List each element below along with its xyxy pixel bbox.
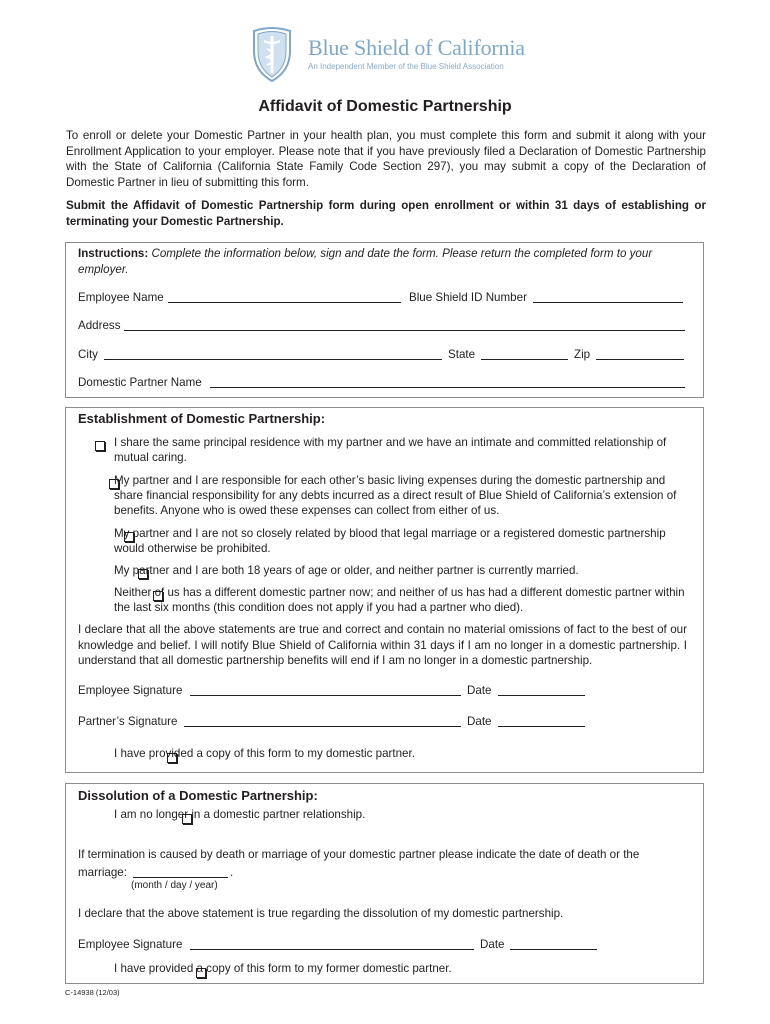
employee-date-label: Date [467,684,492,697]
state-label: State [448,348,476,361]
statement-5: Neither of us has a different domestic partner now; and neither of us has had a different domestic partner within the last six months (this condition does not apply if you had a partner who died). [114,586,685,614]
statement-4: My partner and I are both 18 years of age or older, and neither partner is currently married. [114,564,579,577]
statement-2: My partner and I are responsible for each other’s basic living expenses during the domestic partnership and share financial responsibility for any debts incurred as a direct result of Blue Shield of California’s extension of benefits. Anyone who is owed these expenses can collect from either of us. [114,474,677,517]
statement-1-checkbox[interactable] [95,441,105,451]
partner-name-field[interactable] [210,387,685,388]
statement-1: I share the same principal residence with my partner and we have an intimate and committed relationship of mutual caring. [114,436,667,464]
blue-shield-id-label: Blue Shield ID Number [409,291,527,304]
submit-note: Submit the Affidavit of Domestic Partnership form during open enrollment or within 31 days of establishing or terminating your Domestic Partnership. [66,199,706,228]
employee-date-field[interactable] [498,695,585,696]
partner-date-field[interactable] [498,726,585,727]
shield-caduceus-icon [250,27,294,83]
copy-provided-label: I have provided a copy of this form to my domestic partner. [114,747,415,760]
instructions-body: Complete the information below, sign and date the form. Please return the completed form to your employer. [78,247,653,276]
establishment-declaration: I declare that all the above statements are true and correct and contain no material omissions of fact to the best of our knowledge and belief. I will notify Blue Shield of California within 31 days if I am no longer in a domestic partnership. I understand that all domestic partnership benefits will end if I am no longer in a domestic partnership. [78,623,687,668]
brand-name: Blue Shield of California [308,35,525,60]
termination-period: . [230,866,234,879]
city-field[interactable] [104,359,442,360]
city-label: City [78,348,98,361]
dissolution-employee-signature-field[interactable] [190,949,474,950]
employee-name-label: Employee Name [78,291,164,304]
dissolution-date-field[interactable] [510,949,597,950]
dissolution-date-label: Date [480,938,505,951]
form-code: C-14938 (12/03) [65,988,120,997]
instructions-text [78,246,688,277]
zip-field[interactable] [596,359,684,360]
partner-date-label: Date [467,715,492,728]
brand-tagline: An Independent Member of the Blue Shield Association [308,62,504,71]
termination-text: If termination is caused by death or marriage of your domestic partner please indicate the date of death or the [78,848,640,861]
address-field[interactable] [124,330,685,331]
termination-date-field[interactable] [133,877,228,878]
zip-label: Zip [574,348,591,361]
address-label: Address [78,319,121,332]
dissolution-declaration: I declare that the above statement is true regarding the dissolution of my domestic partnership. [78,907,564,920]
dissolution-heading: Dissolution of a Domestic Partnership: [78,788,318,803]
form-title: Affidavit of Domestic Partnership [258,98,512,115]
establishment-heading: Establishment of Domestic Partnership: [78,411,326,426]
instructions-label: Instructions: [78,247,149,260]
statement-3: My partner and I are not so closely related by blood that legal marriage or a registered domestic partnership would otherwise be prohibited. [114,527,666,555]
employee-signature-field[interactable] [190,695,461,696]
former-copy-label: I have provided a copy of this form to my former domestic partner. [114,962,452,975]
dissolution-employee-signature-label: Employee Signature [78,938,183,951]
partner-signature-label: Partner’s Signature [78,715,178,728]
employee-name-field[interactable] [168,302,401,303]
intro-paragraph: To enroll or delete your Domestic Partner in your health plan, you must complete this form and submit it along with your Enrollment Application to your employer. Please note that if you have previously filed a Declaration of Domestic Partnership with the State of California (California State Family Code Section 297), you may submit a copy of the Declaration of Domestic Partner in lieu of submitting this form. [66,129,706,189]
no-longer-label: I am no longer in a domestic partner relationship. [114,808,366,821]
date-format-hint: (month / day / year) [131,880,218,891]
employee-signature-label: Employee Signature [78,684,183,697]
marriage-label: marriage: [78,866,127,879]
partner-signature-field[interactable] [184,726,461,727]
partner-name-label: Domestic Partner Name [78,376,202,389]
blue-shield-id-field[interactable] [533,302,683,303]
state-field[interactable] [481,359,568,360]
